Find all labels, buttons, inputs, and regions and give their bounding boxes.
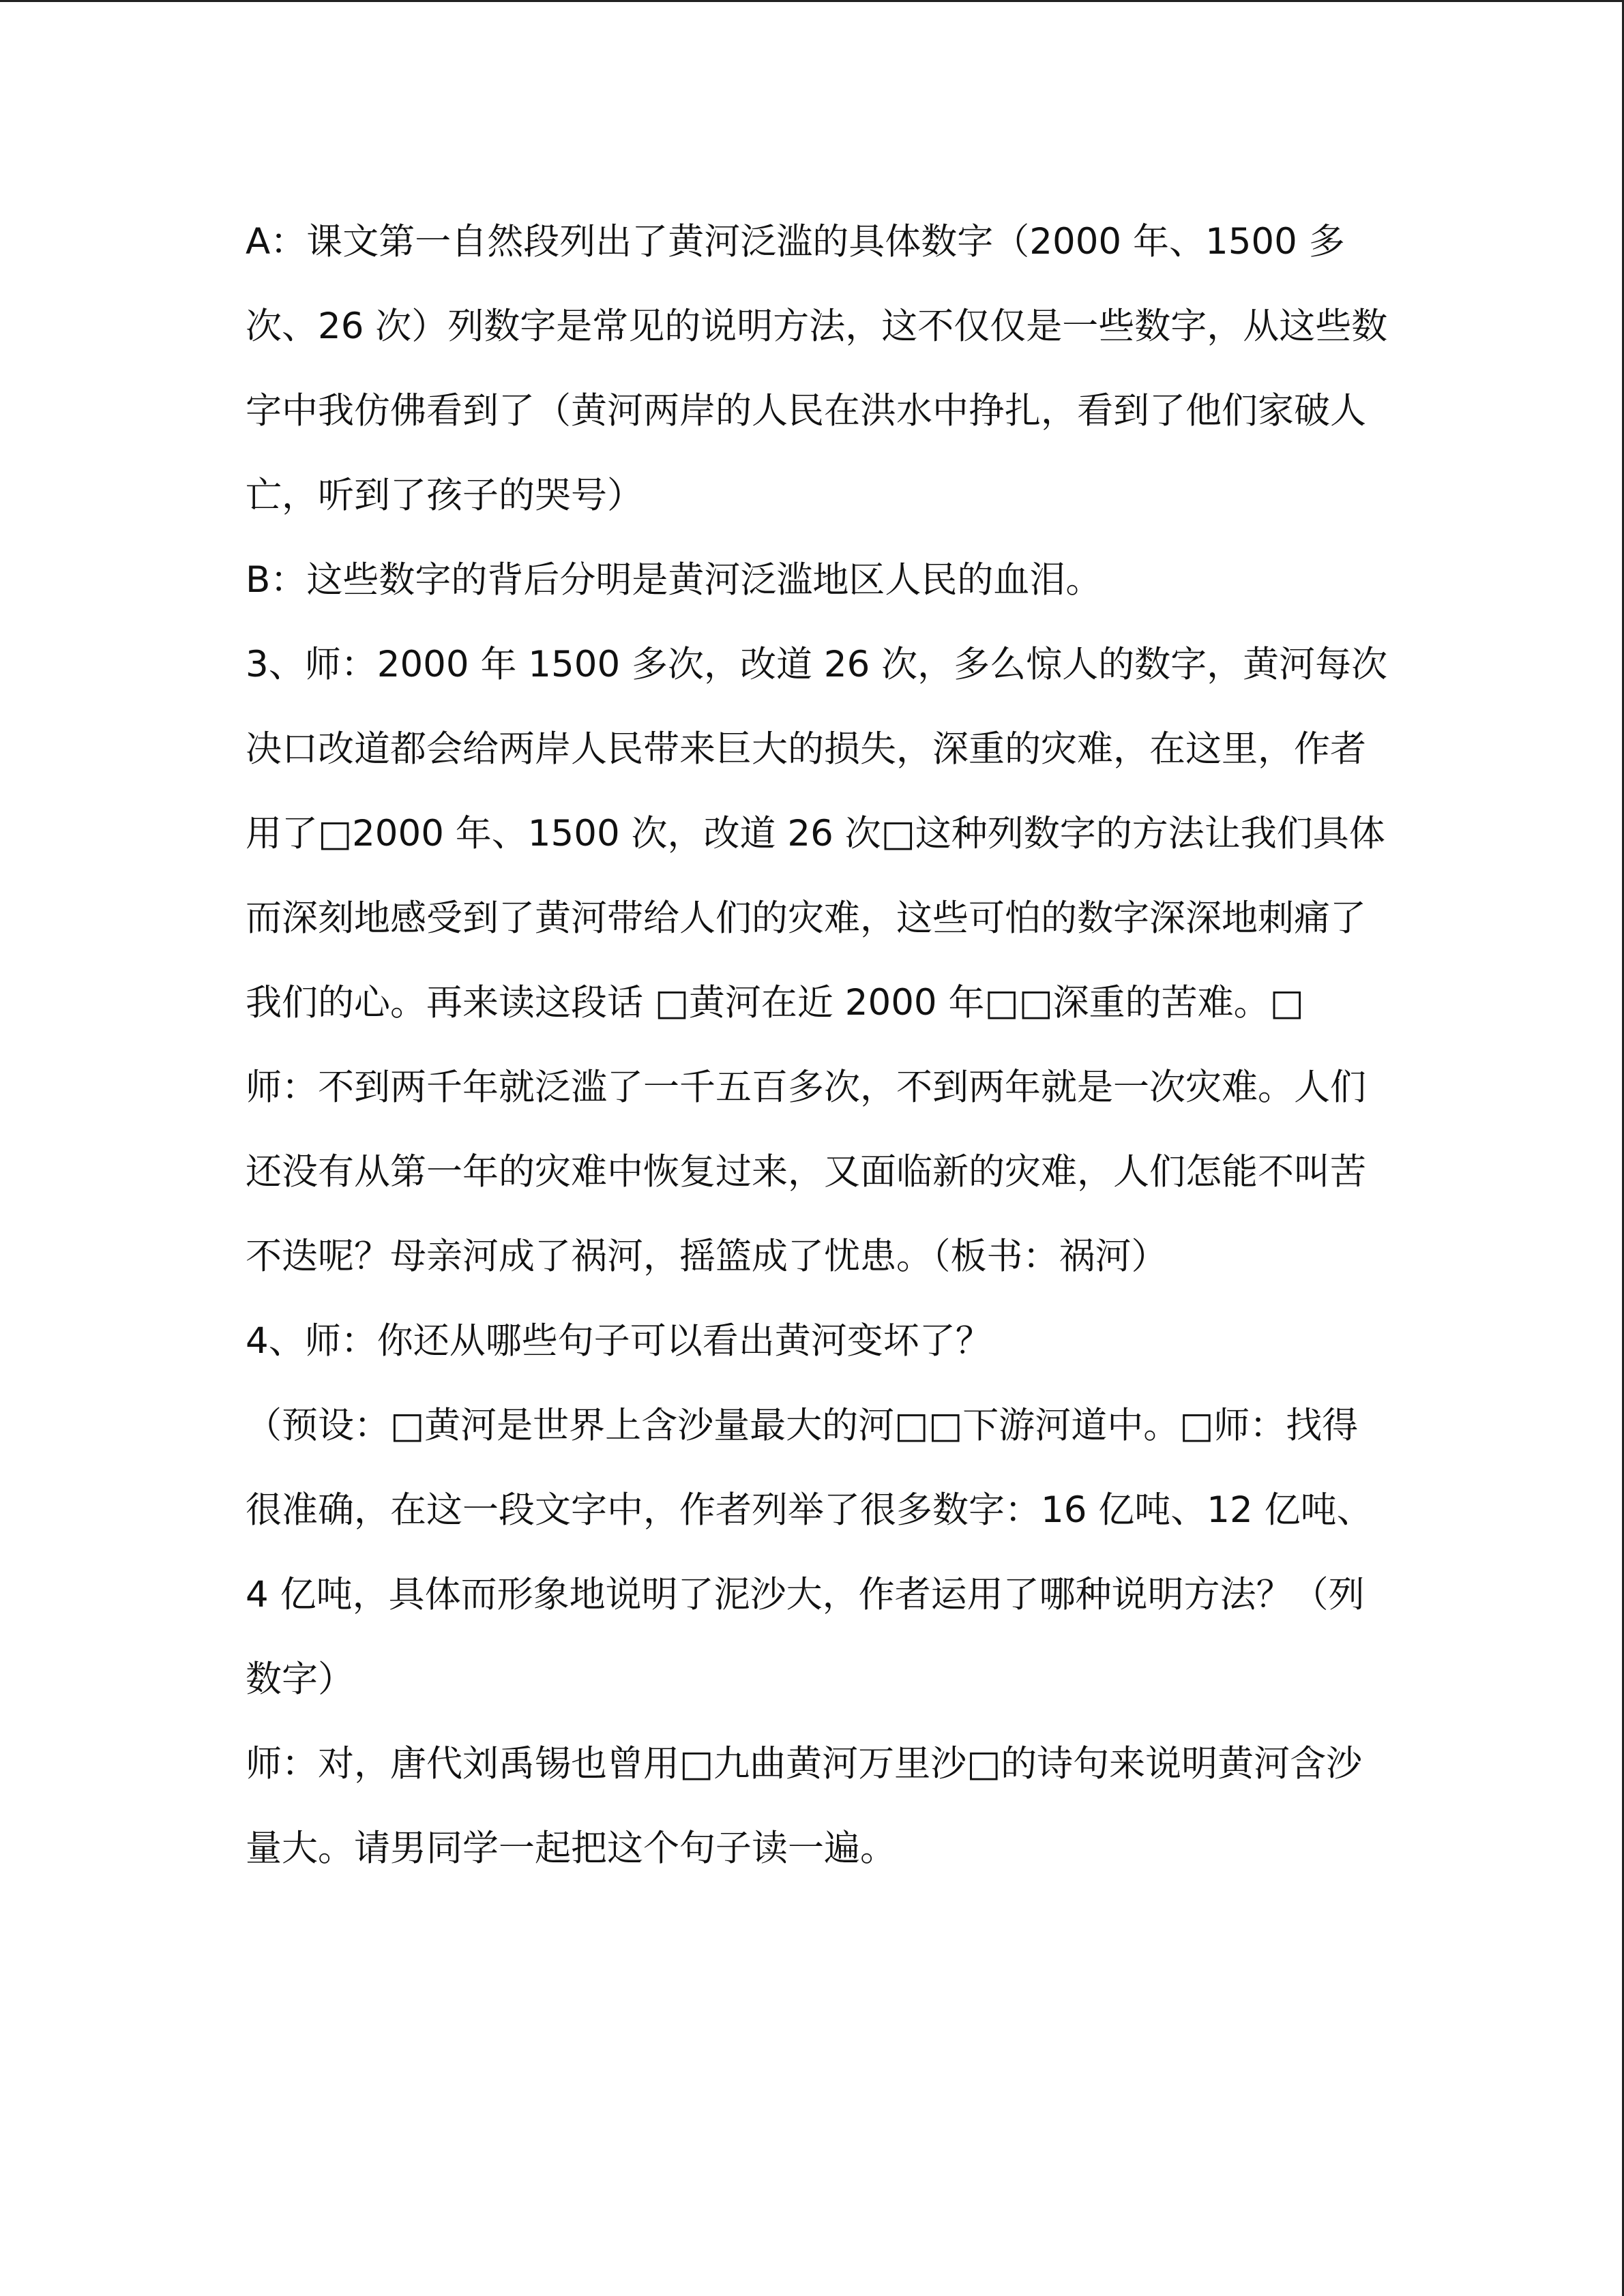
paragraph-teacher-4: 4、师：你还从哪些句子可以看出黄河变坏了？: [246, 1320, 992, 1362]
paragraph-answer-a: A：课文第一自然段列出了黄河泛滥的具体数字（2000 年、1500 多次、26 次）列数字是常见的说明方法，这不仅仅是一些数字，从这些数字中我仿佛看到了（黄河两岸的人民在洪水中挣扎，看到了他们家破人亡，听到了孩子的哭号）: [246, 221, 1388, 516]
paragraph-answer-b: B：这些数字的背后分明是黄河泛滥地区人民的血泪。: [246, 559, 1102, 601]
document-body: [246, 200, 1391, 1891]
paragraph-teacher-remark: 师：不到两千年就泛滥了一千五百多次，不到两年就是一次灾难。人们还没有从第一年的灾难中恢复过来，又面临新的灾难，人们怎能不叫苦不迭呢？母亲河成了祸河，摇篮成了忧患。（板书：祸河）: [246, 1067, 1366, 1277]
paragraph-teacher-3: 3、师：2000 年 1500 多次，改道 26 次，多么惊人的数字，黄河每次决口改道都会给两岸人民带来巨大的损失，深重的灾难，在这里，作者用了□2000 年、1500 次，改道 26 次□这种列数字的方法让我们具体而深刻地感受到了黄河带给人们的灾难，这些可怕的数字深深地刺痛了我们的心。再来读这段话 □黄河在近 2000 年□□深重的苦难。□: [246, 644, 1388, 1024]
paragraph-preset: （预设：□黄河是世界上含沙量最大的河□□下游河道中。□师：找得很准确，在这一段文字中，作者列举了很多数字：16 亿吨、12 亿吨、4 亿吨，具体而形象地说明了泥沙大，作者运用了哪种说明方法？（列数字）: [246, 1405, 1373, 1700]
paragraph-teacher-poem: 师：对，唐代刘禹锡也曾用□九曲黄河万里沙□的诗句来说明黄河含沙量大。请男同学一起把这个句子读一遍。: [246, 1743, 1363, 1869]
